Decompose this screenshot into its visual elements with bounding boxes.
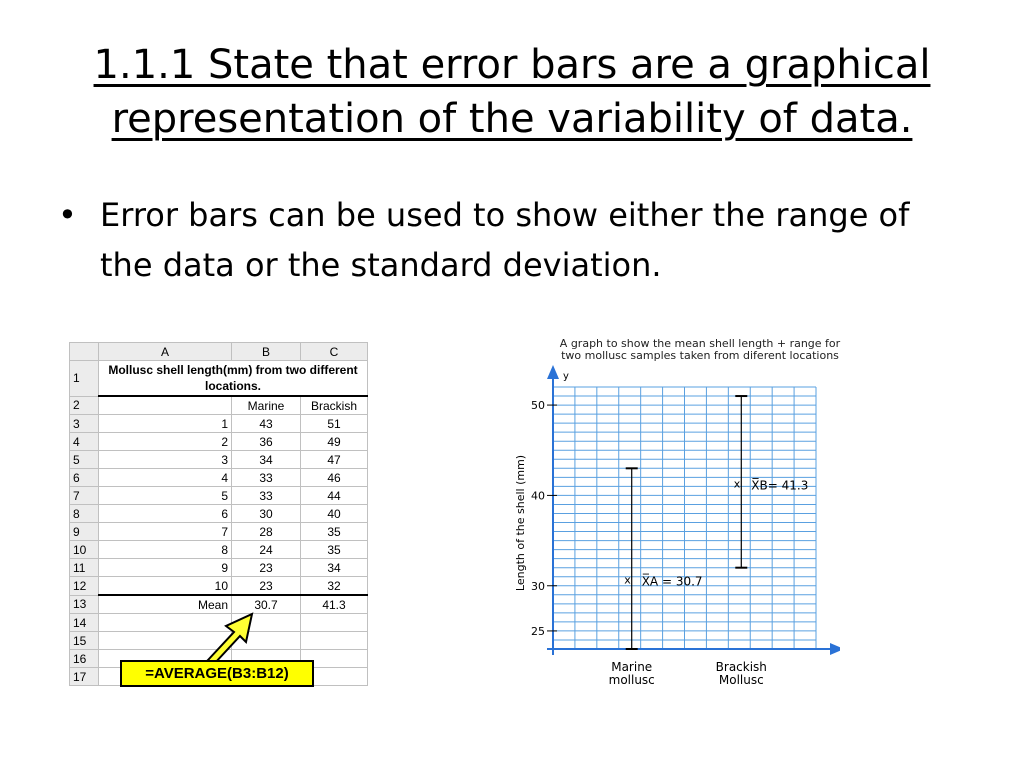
bullet-item <box>58 190 958 290</box>
graph-title: A graph to show the mean shell length + range for two mollusc samples taken from diferent locations <box>559 337 841 362</box>
cell[interactable] <box>301 632 368 650</box>
brackish-value-cell[interactable]: 35 <box>301 541 368 559</box>
y-tick-label: 25 <box>531 624 545 638</box>
brackish-value-cell[interactable]: 46 <box>301 469 368 487</box>
sample-number-cell[interactable]: 2 <box>99 433 232 451</box>
sheet-title-cell[interactable]: Mollusc shell length(mm) from two different locations. <box>99 361 368 397</box>
x-category-label: Marine <box>611 660 653 674</box>
sample-number-cell[interactable]: 8 <box>99 541 232 559</box>
row-header[interactable]: 7 <box>70 487 99 505</box>
sample-number-cell[interactable]: 10 <box>99 577 232 596</box>
y-axis-arrow-icon <box>547 365 559 379</box>
marine-mean-cell[interactable]: 30.7 <box>232 595 301 614</box>
marine-value-cell[interactable]: 34 <box>232 451 301 469</box>
corner-cell[interactable] <box>70 343 99 361</box>
marine-value-cell[interactable]: 24 <box>232 541 301 559</box>
row-header[interactable]: 13 <box>70 595 99 614</box>
sample-number-cell[interactable]: 5 <box>99 487 232 505</box>
row-header[interactable]: 4 <box>70 433 99 451</box>
mean-label-cell[interactable]: Mean <box>99 595 232 614</box>
x-axis-arrow-icon <box>830 643 840 655</box>
row-header[interactable]: 16 <box>70 650 99 668</box>
row-header[interactable]: 10 <box>70 541 99 559</box>
column-header-a[interactable]: A <box>99 343 232 361</box>
brackish-value-cell[interactable]: 35 <box>301 523 368 541</box>
marine-value-cell[interactable]: 30 <box>232 505 301 523</box>
row-header[interactable]: 9 <box>70 523 99 541</box>
row-header[interactable]: 2 <box>70 396 99 415</box>
x-category-label: Mollusc <box>718 673 764 685</box>
pointer-arrow-icon <box>200 612 260 664</box>
cell[interactable] <box>99 396 232 415</box>
sample-number-cell[interactable]: 3 <box>99 451 232 469</box>
mean-label: X̅A = 30.7 <box>641 574 703 589</box>
mean-marker: x <box>624 573 631 587</box>
brackish-value-cell[interactable]: 44 <box>301 487 368 505</box>
row-header[interactable]: 8 <box>70 505 99 523</box>
bullet-text: Error bars can be used to show either the range of the data or the standard deviation. <box>100 196 910 284</box>
marine-value-cell[interactable]: 33 <box>232 487 301 505</box>
error-bar-graph <box>510 335 840 685</box>
row-header[interactable]: 17 <box>70 668 99 686</box>
sample-number-cell[interactable]: 4 <box>99 469 232 487</box>
mean-marker: x <box>733 477 741 491</box>
column-header-b[interactable]: B <box>232 343 301 361</box>
marine-value-cell[interactable]: 28 <box>232 523 301 541</box>
marine-value-cell[interactable]: 36 <box>232 433 301 451</box>
x-category-label: Brackish <box>715 660 767 674</box>
marine-value-cell[interactable]: 33 <box>232 469 301 487</box>
marine-value-cell[interactable]: 23 <box>232 559 301 577</box>
mean-label: X̅B= 41.3 <box>751 478 809 493</box>
row-header[interactable]: 3 <box>70 415 99 433</box>
row-header[interactable]: 15 <box>70 632 99 650</box>
column-header-c[interactable]: C <box>301 343 368 361</box>
marine-value-cell[interactable]: 23 <box>232 577 301 596</box>
slide-title: 1.1.1 State that error bars are a graphical representation of the variability of data. <box>93 42 931 142</box>
brackish-value-cell[interactable]: 40 <box>301 505 368 523</box>
row-header[interactable]: 6 <box>70 469 99 487</box>
graph-plot <box>510 335 840 685</box>
y-axis-letter: y <box>563 371 569 382</box>
row-header[interactable]: 1 <box>70 361 99 397</box>
brackish-value-cell[interactable]: 51 <box>301 415 368 433</box>
sample-number-cell[interactable]: 6 <box>99 505 232 523</box>
sample-number-cell[interactable]: 1 <box>99 415 232 433</box>
marine-value-cell[interactable]: 43 <box>232 415 301 433</box>
sample-number-cell[interactable]: 7 <box>99 523 232 541</box>
y-tick-label: 30 <box>531 579 545 593</box>
brackish-value-cell[interactable]: 49 <box>301 433 368 451</box>
row-header[interactable]: 5 <box>70 451 99 469</box>
y-axis-label: Length of the shell (mm) <box>514 454 527 592</box>
row-header[interactable]: 14 <box>70 614 99 632</box>
sample-number-cell[interactable]: 9 <box>99 559 232 577</box>
brackish-value-cell[interactable]: 32 <box>301 577 368 596</box>
column-label-brackish[interactable]: Brackish <box>301 396 368 415</box>
y-tick-label: 50 <box>531 399 545 413</box>
brackish-value-cell[interactable]: 34 <box>301 559 368 577</box>
brackish-value-cell[interactable]: 47 <box>301 451 368 469</box>
bullet-dot-icon: • <box>58 196 77 234</box>
formula-callout: =AVERAGE(B3:B12) <box>120 660 314 687</box>
cell[interactable] <box>301 614 368 632</box>
column-label-marine[interactable]: Marine <box>232 396 301 415</box>
row-header[interactable]: 11 <box>70 559 99 577</box>
x-category-label: mollusc <box>608 673 655 685</box>
row-header[interactable]: 12 <box>70 577 99 596</box>
y-tick-label: 40 <box>531 489 545 503</box>
brackish-mean-cell[interactable]: 41.3 <box>301 595 368 614</box>
